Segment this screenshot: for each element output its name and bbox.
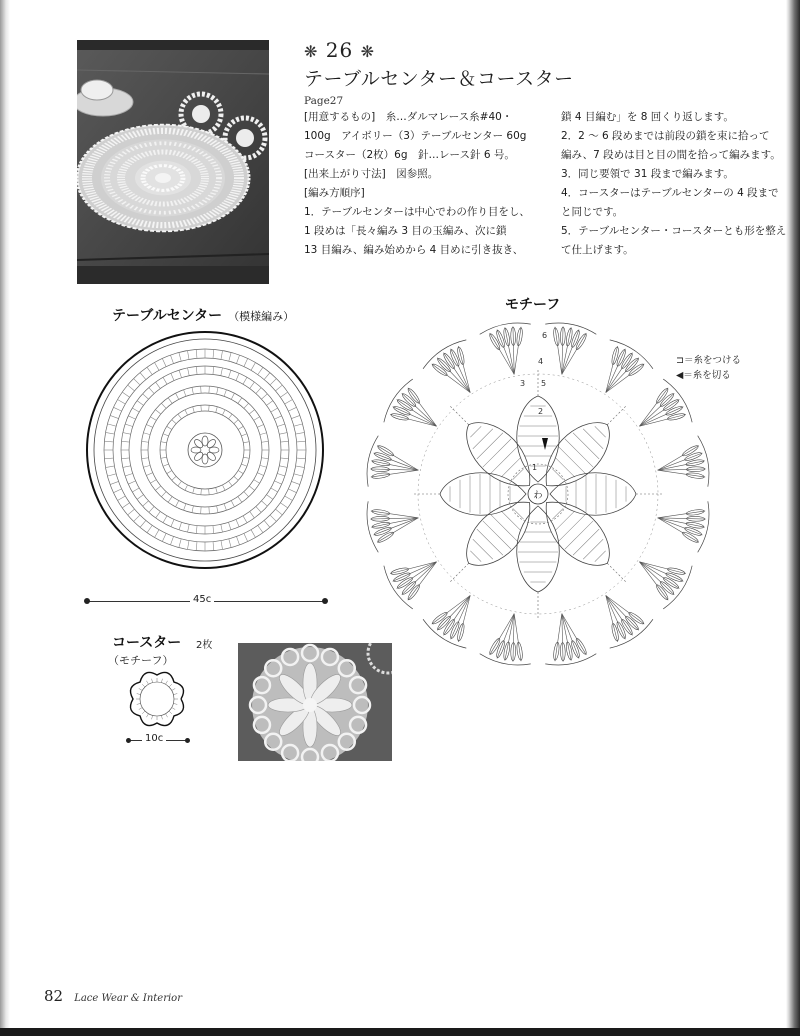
instruction-line: と同じです。 [561,206,624,218]
instruction-line: 鎖 4 目編む」を 8 回くり返します。 [561,111,734,123]
instruction-line: [編み方順序] [304,187,365,199]
coaster-size: 10c [142,733,166,744]
coaster-photo [238,643,392,761]
instruction-line: 1 段めは「長々編み 3 目の玉編み、次に鎖 [304,225,507,237]
motif-row-number: 2 [538,407,544,416]
table-center-photo [77,40,269,284]
legend-attach-yarn: ⊐＝糸をつける [676,355,741,366]
pattern-title: テーブルセンター＆コースター [304,68,574,90]
motif-row-number: 3 [520,379,526,388]
instruction-line: 2．2 ～ 6 段めまでは前段の鎖を束に拾って [561,130,770,142]
instruction-line: 3．同じ要領で 31 段まで編みます。 [561,168,734,180]
motif-center-mark: わ [533,491,543,501]
instruction-line: 100g アイボリー（3）テーブルセンター 60g [304,130,527,142]
table-center-label: テーブルセンター [112,308,223,324]
magazine-name: Lace Wear & Interior [74,993,182,1004]
ornament-left-icon: ❋ [304,42,319,61]
instruction-line: 13 目編み、編み始めから 4 目めに引き抜き、 [304,244,524,256]
coaster-heading [112,632,181,652]
page-shadow-left [0,0,10,1036]
pattern-number-line [304,38,574,62]
table-center-dimension [84,596,328,608]
page-edge-bottom [0,1028,800,1036]
coaster-dimension [126,735,190,747]
coaster-outline [124,668,190,730]
page-binding-shadow [786,0,800,1036]
instruction-line: コースター（2枚）6g 針…レース針 6 号。 [304,149,515,161]
pattern-heading [304,38,574,107]
legend-cut-yarn: ◀＝糸を切る [676,370,731,381]
table-center-center-motif [191,436,219,464]
coaster-scallop-outline [130,672,183,725]
instruction-line: 4．コースターはテーブルセンターの 4 段まで [561,187,779,199]
table-center-heading [112,305,294,325]
coaster-sublabel: （モチーフ） [108,654,174,667]
instruction-line: 5．テーブルセンター・コースターとも形を整え [561,225,787,237]
pattern-number: 26 [325,38,354,62]
stitch-legend [676,353,741,383]
motif-row-number: 1 [532,463,538,472]
motif-chart [364,318,728,680]
instruction-line: て仕上げます。 [561,244,634,256]
table-center-rings [104,349,306,551]
page-footer [44,986,182,1005]
ornament-right-icon: ❋ [360,42,375,61]
instructions-left-column [304,108,544,260]
page-number: 82 [44,987,64,1005]
motif-row-number: 5 [541,379,547,388]
motif-heading: モチーフ [505,297,561,313]
coaster-count: 2枚 [196,640,213,651]
table-center-sublabel: （模様編み） [228,310,295,323]
motif-row-number: 6 [542,331,548,340]
coaster-label: コースター [112,635,182,651]
table-center-size: 45c [190,594,214,605]
page-reference: Page27 [304,95,344,107]
instruction-line: [用意するもの] 糸…ダルマレース糸#40・ [304,111,513,123]
yarn-cut-arrow-icon [542,438,548,450]
instruction-line: [出来上がり寸法] 図参照。 [304,168,439,180]
instruction-line: 編み、7 段めは目と目の間を拾って編みます。 [561,149,781,161]
instructions-right-column [561,108,786,260]
motif-row-number: 4 [538,357,544,366]
instruction-line: 1．テーブルセンターは中心でわの作り目をし、 [304,206,530,218]
table-center-diagram [80,330,330,570]
